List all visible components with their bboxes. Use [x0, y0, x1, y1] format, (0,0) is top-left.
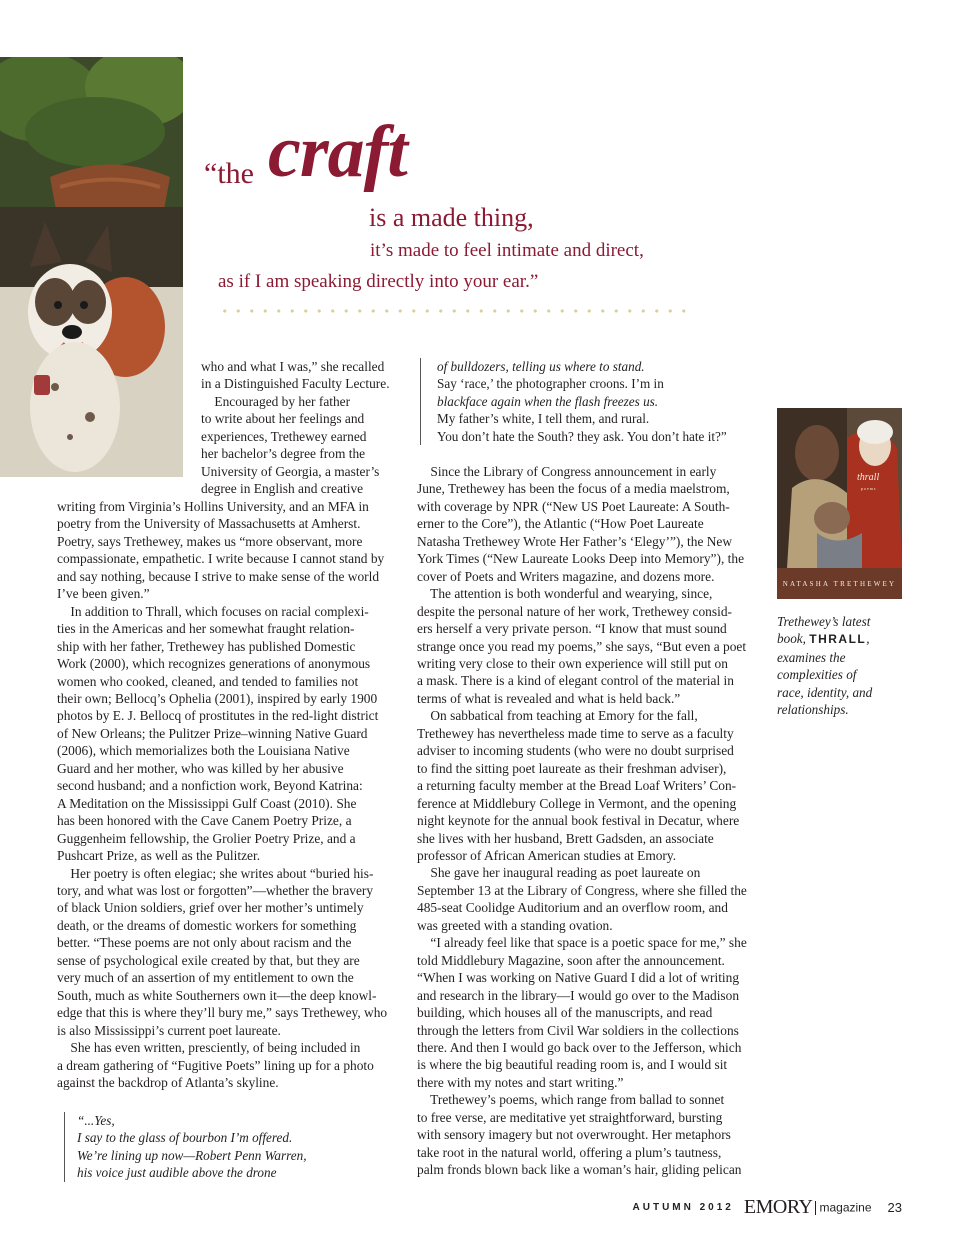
text-line: professor of African American studies at Emory. — [417, 847, 677, 863]
text-line: Guard and her mother, who was killed by her abusive — [57, 760, 344, 776]
caption-text: book, — [777, 631, 810, 647]
column-1-body — [57, 498, 387, 1091]
text-line: of New Orleans; the Pulitzer Prize–winning Native Guard — [57, 725, 368, 741]
dog-photo — [0, 57, 183, 477]
text-line: is also Mississippi’s current poet laureate. — [57, 1022, 281, 1038]
text-line: strange once you read my poems,” she says, “But even a poet — [417, 638, 747, 654]
text-line: degree in English and creative — [201, 481, 364, 497]
text-line: with sensory imagery but not overwrought. Her metaphors — [417, 1127, 731, 1143]
caption-line: relationships. — [777, 702, 849, 718]
poem-line: We’re lining up now—Robert Penn Warren, — [77, 1147, 307, 1163]
text-line: is where the big beautiful reading room is, and I would sit — [417, 1057, 728, 1073]
text-line: In addition to Thrall, which focuses on racial complexi- — [57, 603, 369, 619]
text-line: The attention is both wonderful and wearying, since, — [417, 586, 713, 602]
magazine-label: magazine — [819, 1200, 872, 1215]
text-line: despite the personal nature of her work, Trethewey consid- — [417, 603, 732, 619]
issue-season: AUTUMN 2012 — [632, 1202, 734, 1213]
text-line: against the backdrop of Atlanta’s skyline. — [57, 1074, 279, 1090]
poem-excerpt-left — [64, 1112, 307, 1182]
text-line: adviser to incoming students (who were no doubt surprised — [417, 743, 734, 759]
text-line: On sabbatical from teaching at Emory for the fall, — [417, 708, 698, 724]
text-line: “When I was working on Native Guard I did a lot of writing — [417, 970, 740, 986]
text-line: photos by E. J. Bellocq of prostitutes in the red-light district — [57, 708, 379, 724]
footer-divider — [815, 1201, 816, 1215]
book-title: thrall — [857, 472, 880, 483]
text-line: “I already feel like that space is a poetic space for me,” she — [417, 935, 747, 951]
poem-excerpt-right — [420, 358, 727, 445]
text-line: ers herself a very private person. “I know that must sound — [417, 621, 727, 637]
text-line: She has even written, presciently, of being included in — [57, 1040, 361, 1056]
text-line: there with my notes and start writing.” — [417, 1074, 624, 1090]
column-2-body — [417, 463, 747, 1179]
caption-line: race, identity, and — [777, 684, 873, 700]
text-line: Guggenheim fellowship, the Grolier Poetry Prize, and a — [57, 830, 356, 846]
text-line: Pushcart Prize, as well as the Pulitzer. — [57, 848, 261, 864]
text-line: to free verse, are meditative yet straightforward, bursting — [417, 1109, 723, 1125]
text-line: a dream gathering of “Fugitive Poets” lining up for a photo — [57, 1057, 374, 1073]
caption-line: Trethewey’s latest — [777, 614, 871, 629]
caption-book-title: THRALL — [809, 632, 867, 647]
text-line: Encouraged by her father — [201, 393, 351, 409]
text-line: Trethewey has nevertheless made time to serve as a faculty — [417, 725, 734, 741]
text-line: their own; Bellocq’s Ophelia (2001), inspired by early 1900 — [57, 690, 378, 706]
text-line: Since the Library of Congress announcement in early — [417, 464, 717, 479]
text-line: (2006), which memorializes both the Louisiana Native — [57, 743, 350, 759]
text-line: poetry from the University of Massachusetts at Amherst. — [57, 516, 361, 532]
text-line: and say nothing, because I strive to make sense of the world — [57, 568, 380, 584]
book-caption — [777, 613, 872, 719]
text-line: Poetry, says Trethewey, makes us “more observant, more — [57, 533, 363, 549]
text-line: erner to the Core”), the Atlantic (“How Poet Laureate — [417, 516, 704, 532]
poem-line: his voice just audible above the drone — [77, 1165, 277, 1181]
pull-quote-craft: craft — [268, 111, 407, 193]
text-line: June, Trethewey has been the focus of a media maelstrom, — [417, 481, 730, 497]
text-line: ties in the Americas and her somewhat fraught relation- — [57, 621, 355, 637]
text-line: Natasha Trethewey Wrote Her Father’s ‘Elegy’”), the New — [417, 533, 733, 549]
book-cover-image — [777, 408, 902, 599]
text-line: tory, and what was lost or forgotten”—whether the bravery — [57, 882, 374, 898]
text-line: terms of what is revealed and what is held back.” — [417, 690, 681, 706]
pull-quote-open: “the — [204, 157, 254, 190]
poem-line: You don’t hate the South? they ask. You don’t hate it?” — [437, 428, 727, 444]
text-line: through the letters from Civil War soldiers in the collections — [417, 1022, 739, 1038]
text-line: She gave her inaugural reading as poet laureate on — [417, 865, 701, 881]
text-line: night keynote for the annual book festival in Decatur, where — [417, 813, 740, 829]
text-line: writing very close to their own experience will still put on — [417, 655, 728, 671]
pull-quote-made-thing: is a made thing, — [369, 203, 534, 232]
text-line: palm fronds blown back like a woman’s hair, gliding pelican — [417, 1162, 742, 1178]
text-line: writing from Virginia’s Hollins University, and an MFA in — [57, 499, 369, 514]
text-line: who and what I was,” she recalled — [201, 359, 385, 374]
poem-line: My father’s white, I tell them, and rural. — [437, 411, 650, 427]
text-line: A Meditation on the Mississippi Gulf Coast (2010). She — [57, 795, 357, 811]
text-line: has been honored with the Cave Canem Poetry Prize, a — [57, 813, 352, 829]
caption-line: examines the — [777, 649, 846, 665]
text-line: a returning faculty member at the Bread Loaf Writers’ Con- — [417, 778, 737, 794]
magazine-brand: EMORY — [743, 1196, 813, 1218]
text-line: a mask. There is a kind of elegant control of the material in — [417, 673, 734, 689]
text-line: better. “These poems are not only about racism and the — [57, 935, 352, 951]
text-line: sense of psychological exile created by that, but they are — [57, 952, 360, 968]
text-line: women who cooked, cleaned, and tended to families not — [57, 673, 359, 689]
text-line: South, much as white Southerners own it—the deep knowl- — [57, 987, 377, 1003]
caption-line — [777, 630, 872, 648]
text-line: experiences, Trethewey earned — [201, 428, 367, 444]
text-line: with coverage by NPR (“New US Poet Laureate: A South- — [417, 498, 730, 514]
text-line: Trethewey’s poems, which range from ballad to sonnet — [417, 1092, 725, 1108]
text-line: I’ve been given.” — [57, 586, 150, 602]
text-line: she lives with her husband, Brett Gadsden, an associate — [417, 830, 714, 846]
text-line: ship with her father, Trethewey has published Domestic — [57, 638, 356, 654]
text-line: Work (2000), which recognizes generations of anonymous — [57, 656, 371, 672]
poem-line: I say to the glass of bourbon I’m offered. — [77, 1130, 293, 1146]
text-line: of black Union soldiers, grief over her mother’s untimely — [57, 900, 364, 916]
text-line: September 13 at the Library of Congress, where she filled the — [417, 882, 747, 898]
page-footer — [633, 1196, 902, 1219]
dotted-divider — [218, 308, 690, 314]
text-line: edge that this is where they’ll bury me,” says Trethewey, who — [57, 1005, 388, 1021]
text-line: her bachelor’s degree from the — [201, 446, 366, 462]
text-line: in a Distinguished Faculty Lecture. — [201, 376, 390, 392]
text-line: Her poetry is often elegiac; she writes about “buried his- — [57, 865, 374, 881]
text-line: was greeted with a standing ovation. — [417, 917, 613, 933]
text-line: 485-seat Coolidge Auditorium and an overflow room, and — [417, 900, 728, 916]
book-subtitle: poems — [861, 486, 877, 491]
poem-line: Say ‘race,’ the photographer croons. I’m in — [437, 376, 664, 392]
text-line: to find the sitting poet laureate as their freshman adviser), — [417, 760, 727, 776]
column-1-wrap — [201, 358, 390, 498]
pull-quote-line-2: it’s made to feel intimate and direct, — [370, 240, 644, 261]
text-line: and research in the library—I would go over to the Madison — [417, 987, 740, 1003]
text-line: building, which houses all of the manuscripts, and read — [417, 1005, 713, 1021]
text-line: ference at Middlebury College in Vermont, and the opening — [417, 795, 737, 811]
text-line: there. And then I would go back over to the Jefferson, which — [417, 1039, 742, 1055]
text-line: very much of an assertion of my entitlement to own the — [57, 970, 354, 986]
poem-line: of bulldozers, telling us where to stand. — [437, 359, 645, 374]
text-line: compassionate, empathetic. I write because I cannot stand by — [57, 551, 385, 567]
poem-line: “...Yes, — [77, 1113, 115, 1128]
text-line: University of Georgia, a master’s — [201, 463, 380, 479]
caption-line: complexities of — [777, 667, 857, 683]
book-author: NATASHA TRETHEWEY — [782, 580, 897, 588]
pull-quote-line-3: as if I am speaking directly into your ear.” — [218, 271, 539, 292]
page-number: 23 — [887, 1200, 902, 1215]
caption-text: , — [866, 631, 870, 647]
poem-line: blackface again when the flash freezes us. — [437, 393, 659, 409]
text-line: death, or the dreams of domestic workers for something — [57, 917, 357, 933]
text-line: cover of Poets and Writers magazine, and dozens more. — [417, 568, 715, 584]
text-line: told Middlebury Magazine, soon after the announcement. — [417, 952, 725, 968]
text-line: to write about her feelings and — [201, 411, 365, 427]
text-line: take root in the natural world, offering a plum’s tautness, — [417, 1144, 722, 1160]
text-line: York Times (“New Laureate Looks Deep into Memory”), the — [417, 551, 745, 567]
text-line: second husband; and a nonfiction work, Beyond Katrina: — [57, 778, 363, 794]
